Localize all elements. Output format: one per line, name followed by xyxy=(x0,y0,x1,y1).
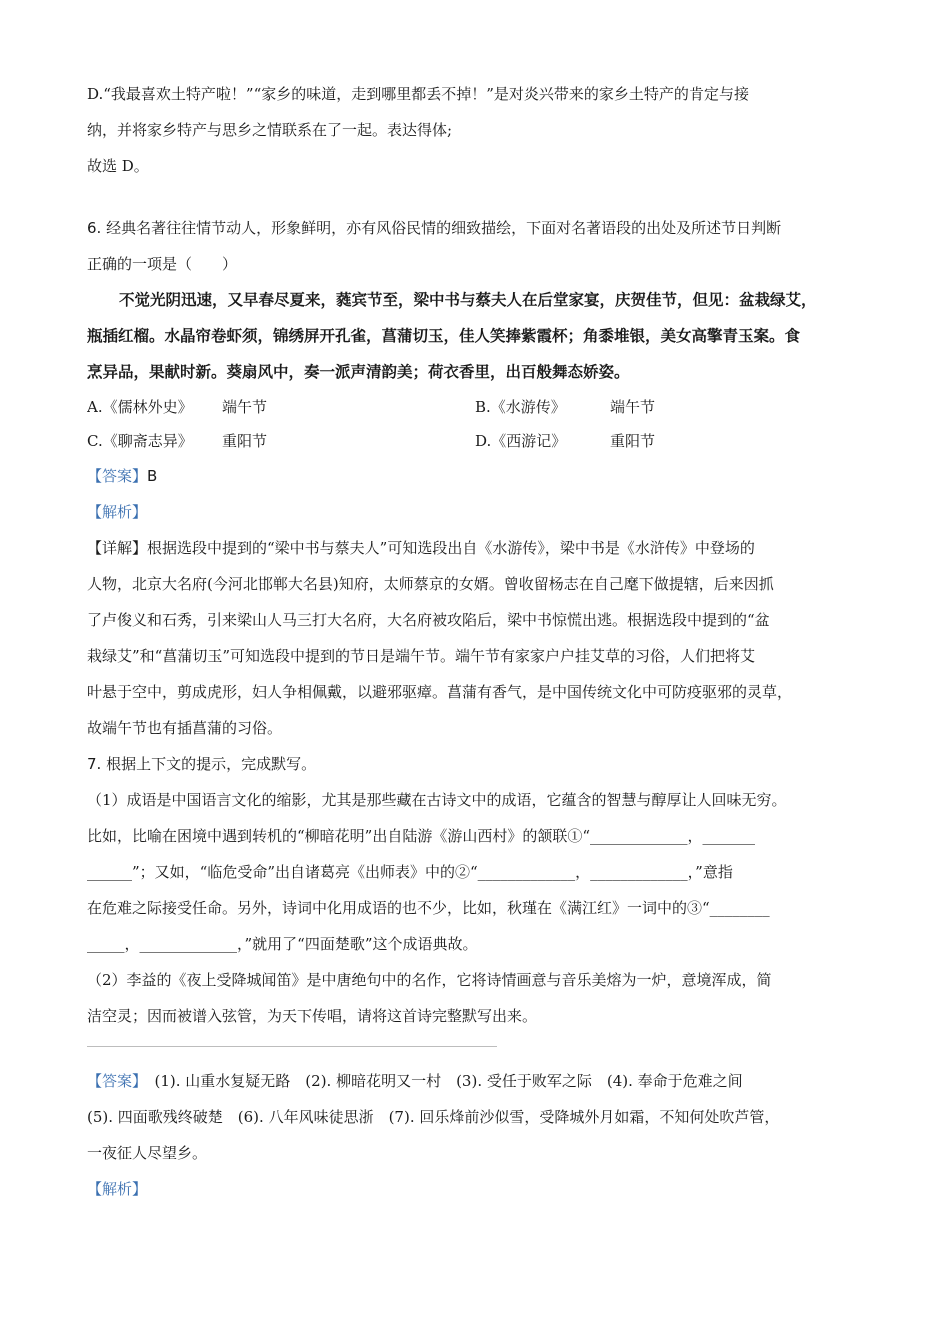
q6-passage-line-2: 瓶插红榴。水晶帘卷虾须，锦绣屏开孔雀，菖蒲切玉，佳人笑捧紫霞杯；角黍堆银，美女高擎青玉案。食 xyxy=(87,327,801,345)
q7-part2-line-2: 洁空灵；因而被谱入弦管，为天下传唱，请将这首诗完整默写出来。 xyxy=(87,1007,538,1025)
q6-passage-line-3: 烹异品，果献时新。葵扇风中，奏一派声清韵美；荷衣香里，出百般舞态娇姿。 xyxy=(87,363,630,381)
q6-detail-line-6: 故端午节也有插菖蒲的习俗。 xyxy=(87,719,283,737)
q5-option-d-line-2: 纳，并将家乡特产与思乡之情联系在了一起。表达得体; xyxy=(87,121,453,139)
option-festival: 重阳节 xyxy=(222,432,268,450)
q6-stem-line-1: 6. 经典名著往往情节动人，形象鲜明，亦有风俗民情的细致描绘，下面对名著语段的出处及所述节日判断 xyxy=(87,219,782,237)
q7-answer-line-1 xyxy=(87,1063,877,1099)
q6-detail-line-3: 了卢俊义和石秀，引来梁山人马三打大名府，大名府被攻陷后，梁中书惊慌出逃。根据选段中提到的“盆 xyxy=(87,611,770,629)
option-festival: 端午节 xyxy=(610,398,656,416)
q7-analysis-tag: 【解析】 xyxy=(87,1180,148,1198)
option-festival: 端午节 xyxy=(222,398,268,416)
q6-passage-line-1: 不觉光阴迅速，又早春尽夏来，蕤宾节至，梁中书与蔡夫人在后堂家宴，庆贺佳节，但见：盆栽绿艾， xyxy=(119,291,817,309)
answer-text: (1). 山重水复疑无路 (2). 柳暗花明又一村 (3). 受任于败军之际 (4). 奉命于危难之间 xyxy=(139,1072,743,1090)
q6-option-d xyxy=(475,424,863,458)
detail-tag: 【详解】 xyxy=(87,539,148,557)
option-book: B.《水游传》 xyxy=(475,398,566,416)
detail-text: 根据选段中提到的“梁中书与蔡夫人”可知选段出自《水游传》，梁中书是《水浒传》中登场的 xyxy=(147,539,755,557)
answer-blank-line xyxy=(87,1046,497,1047)
q6-analysis-tag: 【解析】 xyxy=(87,503,148,521)
q6-stem-line-2: 正确的一项是（ ） xyxy=(87,255,238,273)
q6-option-b xyxy=(475,390,863,424)
q6-detail-line-5: 叶悬于空中，剪成虎形，妇人争相佩戴，以避邪驱瘴。菖蒲有香气，是中国传统文化中可防疫驱邪的灵草， xyxy=(87,683,793,701)
q6-detail-line-2: 人物，北京大名府(今河北邯郸大名县)知府，太师蔡京的女婿。曾收留杨志在自己麾下做提辖，后来因抓 xyxy=(87,575,774,593)
option-book: C.《聊斋志异》 xyxy=(87,432,193,450)
q6-option-c xyxy=(87,424,475,458)
q7-part1-line-5: _____，_____________，”就用了“四面楚歌”这个成语典故。 xyxy=(87,935,478,953)
q7-part1-line-2: 比如，比喻在困境中遇到转机的“柳暗花明”出自陆游《游山西村》的颔联①“_____________，_______ xyxy=(87,827,756,845)
answer-value: B xyxy=(147,467,158,485)
q5-option-d-line-1: D.“我最喜欢土特产啦！”“家乡的味道，走到哪里都丢不掉！”是对炎兴带来的家乡土特产的肯定与接 xyxy=(87,85,749,103)
q7-stem: 7. 根据上下文的提示，完成默写。 xyxy=(87,755,317,773)
section-gap xyxy=(87,184,877,210)
q5-conclusion: 故选 D。 xyxy=(87,157,149,175)
document-page xyxy=(87,76,877,1207)
q7-part1-line-3: ______”；又如，“临危受命”出自诸葛亮《出师表》中的②“_____________，_____________，”意指 xyxy=(87,863,733,881)
q6-answer xyxy=(87,458,877,494)
q7-part2-line-1: （2）李益的《夜上受降城闻笛》是中唐绝句中的名作，它将诗情画意与音乐美熔为一炉，意境浑成，简 xyxy=(87,971,772,989)
option-book: D.《西游记》 xyxy=(475,432,567,450)
q6-detail-line-4: 栽绿艾”和“菖蒲切玉”可知选段中提到的节日是端午节。端午节有家家户户挂艾草的习俗，人们把将艾 xyxy=(87,647,756,665)
option-book: A.《儒林外史》 xyxy=(87,398,193,416)
answer-tag: 【答案】 xyxy=(87,1072,140,1090)
q7-part1-line-1: （1）成语是中国语言文化的缩影，尤其是那些藏在古诗文中的成语，它蕴含的智慧与醇厚让人回味无穷。 xyxy=(87,791,787,809)
q6-options-row-1 xyxy=(87,390,877,424)
q6-detail-line-1 xyxy=(87,530,877,566)
option-festival: 重阳节 xyxy=(610,432,656,450)
q7-answer-line-2: (5). 四面歌残终破楚 (6). 八年风味徒思浙 (7). 回乐烽前沙似雪，受降城外月如霜，不知何处吹芦管， xyxy=(87,1108,780,1126)
q7-part1-line-4: 在危难之际接受任命。另外，诗词中化用成语的也不少，比如，秋瑾在《满江红》一词中的③“________ xyxy=(87,899,770,917)
q6-option-a xyxy=(87,390,475,424)
answer-tag: 【答案】 xyxy=(87,467,148,485)
q6-options-row-2 xyxy=(87,424,877,458)
q7-answer-line-3: 一夜征人尽望乡。 xyxy=(87,1144,208,1162)
